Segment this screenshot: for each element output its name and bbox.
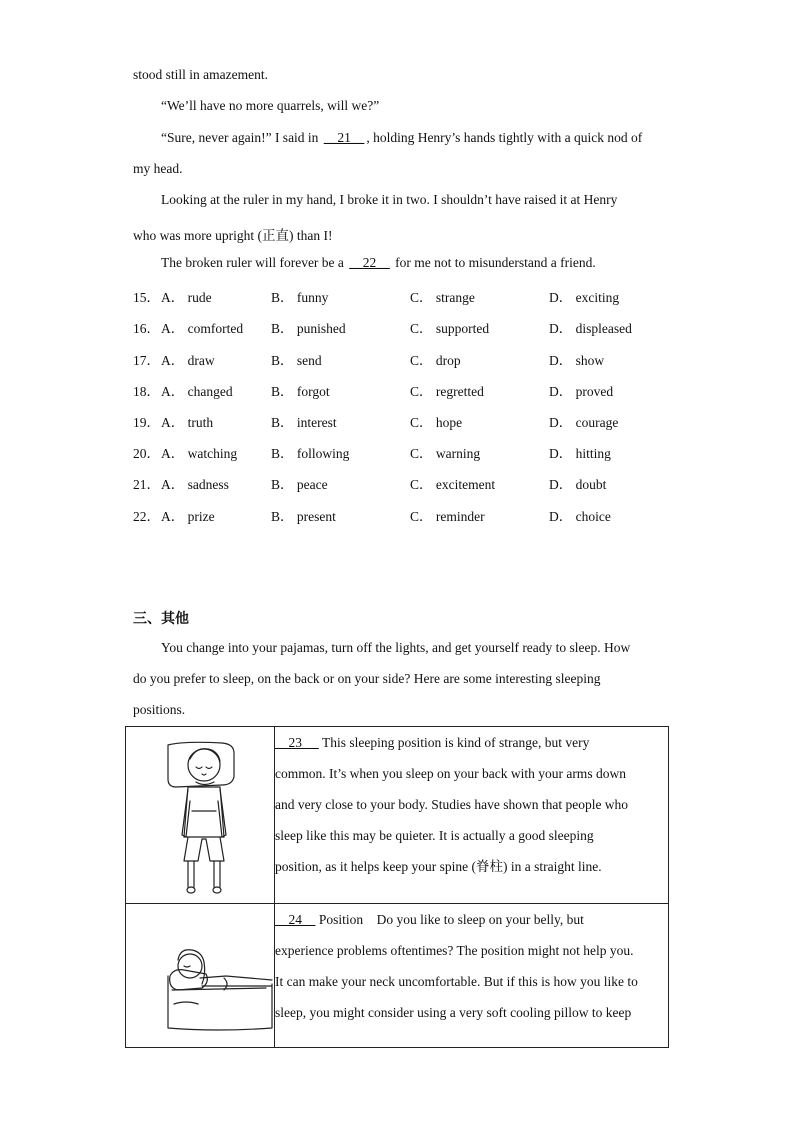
question-number: 22． (133, 509, 160, 524)
table-row (126, 727, 669, 904)
option-b[interactable]: B． interest (271, 415, 337, 430)
body-shape (200, 976, 272, 980)
option-d[interactable]: D． doubt (549, 477, 607, 492)
description-line: position, as it helps keep your spine (脊柱) in a straight line. (275, 859, 602, 874)
question-number: 20． (133, 446, 160, 461)
back-sleeper-illustration (126, 727, 274, 903)
description-line: It can make your neck uncomfortable. But if this is how you like to (275, 974, 638, 989)
question-number: 18． (133, 384, 160, 399)
option-c[interactable]: C． strange (410, 290, 475, 305)
picture-cell (126, 727, 275, 904)
sleeping-positions-table (125, 726, 669, 1048)
option-d[interactable]: D． exciting (549, 290, 620, 305)
description-line: experience problems oftentimes? The position might not help you. (275, 943, 634, 958)
option-a[interactable]: A． changed (161, 384, 233, 399)
question-number: 16． (133, 321, 160, 336)
blank-21: __21__ (323, 130, 365, 145)
story-line: Looking at the ruler in my hand, I broke it in two. I shouldn’t have raised it at Henry (161, 192, 618, 207)
option-a[interactable]: A． watching (161, 446, 238, 461)
story-text: , holding Henry’s hands tightly with a quick nod of (366, 130, 643, 145)
question-number: 15． (133, 290, 160, 305)
option-c[interactable]: C． regretted (410, 384, 484, 399)
description-line: sleep, you might consider using a very soft cooling pillow to keep (275, 1005, 632, 1020)
description-line: common. It’s when you sleep on your back with your arms down (275, 766, 626, 781)
picture-cell (126, 904, 275, 1048)
option-b[interactable]: B． forgot (271, 384, 330, 399)
option-c[interactable]: C． supported (410, 321, 490, 336)
pillow-shape (170, 970, 208, 990)
shorts-shape (184, 837, 224, 861)
question-number: 19． (133, 415, 160, 430)
option-b[interactable]: B． funny (271, 290, 329, 305)
table-row (126, 904, 669, 1048)
option-a[interactable]: A． comforted (161, 321, 244, 336)
description-line: and very close to your body. Studies have shown that people who (275, 797, 629, 812)
story-line: my head. (133, 161, 183, 176)
blank-24: 24 (275, 912, 316, 927)
description-line (275, 904, 668, 935)
option-b[interactable]: B． punished (271, 321, 346, 336)
description-text: Position Do you like to sleep on your belly, but (315, 912, 584, 927)
position-description (275, 727, 669, 904)
option-c[interactable]: C． excitement (410, 477, 496, 492)
story-text: The broken ruler will forever be a (161, 255, 348, 270)
story-line (161, 130, 642, 146)
option-b[interactable]: B． send (271, 353, 322, 368)
option-d[interactable]: D． displeased (549, 321, 632, 336)
question-number: 17． (133, 353, 160, 368)
option-a[interactable]: A． rude (161, 290, 212, 305)
option-d[interactable]: D． courage (549, 415, 619, 430)
position-description (275, 904, 669, 1048)
option-b[interactable]: B． following (271, 446, 350, 461)
story-line: who was more upright (正直) than I! (133, 228, 333, 243)
shirt-shape (184, 787, 224, 837)
blank-22: __22__ (349, 255, 390, 270)
description-line: sleep like this may be quieter. It is actually a good sleeping (275, 828, 594, 843)
story-line: “We’ll have no more quarrels, will we?” (161, 98, 380, 113)
option-a[interactable]: A． truth (161, 415, 214, 430)
option-a[interactable]: A． prize (161, 509, 215, 524)
description-text: This sleeping position is kind of strange, but very (318, 735, 590, 750)
option-d[interactable]: D． proved (549, 384, 614, 399)
option-c[interactable]: C． warning (410, 446, 481, 461)
option-c[interactable]: C． hope (410, 415, 463, 430)
option-d[interactable]: D． show (549, 353, 605, 368)
option-a[interactable]: A． draw (161, 353, 215, 368)
blank-23: 23 (275, 735, 319, 750)
story-text: “Sure, never again!” I said in (161, 130, 322, 145)
option-d[interactable]: D． hitting (549, 446, 611, 461)
story-line (161, 255, 596, 271)
option-a[interactable]: A． sadness (161, 477, 229, 492)
option-c[interactable]: C． drop (410, 353, 461, 368)
option-b[interactable]: B． peace (271, 477, 328, 492)
option-b[interactable]: B． present (271, 509, 336, 524)
stomach-sleeper-illustration (126, 904, 274, 1047)
option-c[interactable]: C． reminder (410, 509, 485, 524)
bed-shape (168, 976, 272, 1030)
description-line (275, 727, 668, 758)
intro-line: positions. (133, 702, 186, 717)
section-title: 三、其他 (133, 611, 189, 627)
question-number: 21． (133, 477, 160, 492)
option-d[interactable]: D． choice (549, 509, 611, 524)
story-line: stood still in amazement. (133, 67, 268, 82)
intro-line: You change into your pajamas, turn off the lights, and get yourself ready to sleep. How (161, 640, 631, 655)
intro-line: do you prefer to sleep, on the back or on your side? Here are some interesting sleeping (133, 671, 601, 686)
story-text: for me not to misunderstand a friend. (391, 255, 596, 270)
